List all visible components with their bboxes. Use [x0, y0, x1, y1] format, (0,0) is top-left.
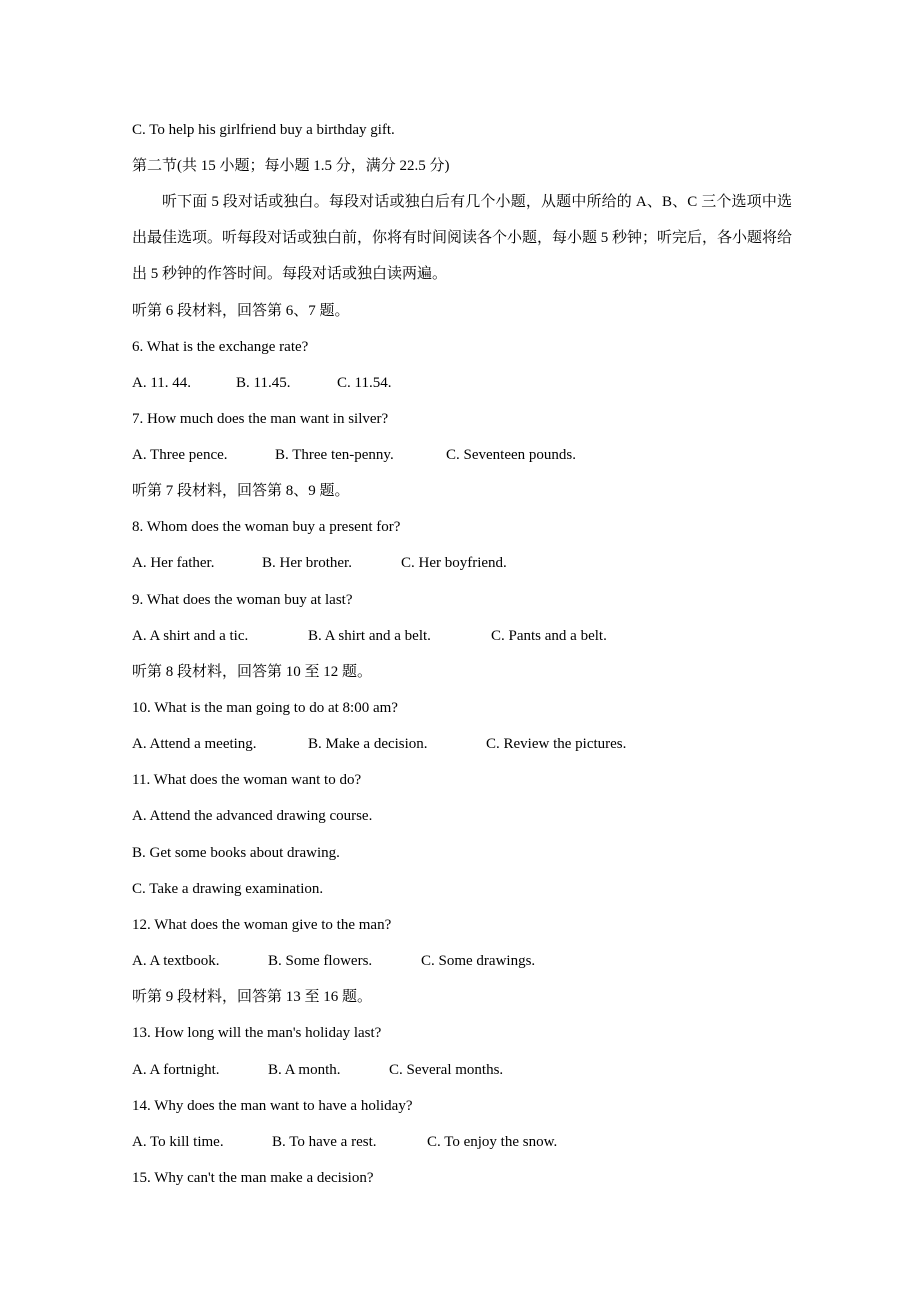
- question-7: 7. How much does the man want in silver?: [132, 411, 389, 427]
- material-8-heading: 听第 8 段材料，回答第 10 至 12 题。: [132, 664, 373, 680]
- question-8-options: [132, 553, 832, 573]
- q12-option-b: B. Some flowers.: [268, 953, 373, 969]
- q8-option-a: A. Her father.: [132, 555, 215, 571]
- q14-option-b: B. To have a rest.: [272, 1134, 377, 1150]
- q9-option-a: A. A shirt and a tic.: [132, 628, 249, 644]
- q7-option-a: A. Three pence.: [132, 447, 228, 463]
- q13-option-c: C. Several months.: [389, 1062, 504, 1078]
- question-6-options: [132, 373, 832, 393]
- question-12: 12. What does the woman give to the man?: [132, 917, 392, 933]
- q8-option-c: C. Her boyfriend.: [401, 555, 507, 571]
- q13-option-a: A. A fortnight.: [132, 1062, 220, 1078]
- q10-option-a: A. Attend a meeting.: [132, 736, 257, 752]
- question-12-options: [132, 951, 832, 971]
- q9-option-b: B. A shirt and a belt.: [308, 628, 431, 644]
- question-14-options: [132, 1132, 832, 1152]
- q10-option-b: B. Make a decision.: [308, 736, 428, 752]
- question-7-options: [132, 445, 832, 465]
- q6-option-b: B. 11.45.: [236, 375, 291, 391]
- q11-option-a: A. Attend the advanced drawing course.: [132, 808, 373, 824]
- question-14: 14. Why does the man want to have a holiday?: [132, 1098, 413, 1114]
- question-10: 10. What is the man going to do at 8:00 am?: [132, 700, 398, 716]
- q14-option-a: A. To kill time.: [132, 1134, 224, 1150]
- q8-option-b: B. Her brother.: [262, 555, 352, 571]
- q7-option-c: C. Seventeen pounds.: [446, 447, 576, 463]
- question-8: 8. Whom does the woman buy a present for?: [132, 519, 401, 535]
- q6-option-c: C. 11.54.: [337, 375, 392, 391]
- q5-option-c: C. To help his girlfriend buy a birthday gift.: [132, 122, 395, 138]
- material-9-heading: 听第 9 段材料，回答第 13 至 16 题。: [132, 989, 373, 1005]
- question-13-options: [132, 1060, 832, 1080]
- question-10-options: [132, 734, 832, 754]
- question-15: 15. Why can't the man make a decision?: [132, 1170, 374, 1186]
- q14-option-c: C. To enjoy the snow.: [427, 1134, 558, 1150]
- q7-option-b: B. Three ten-penny.: [275, 447, 394, 463]
- question-9: 9. What does the woman buy at last?: [132, 592, 353, 608]
- instructions-paragraph: 听下面 5 段对话或独白。每段对话或独白后有几个小题，从题中所给的 A、B、C 三个选项中选出最佳选项。听每段对话或独白前，你将有时间阅读各个小题，每小题 5 秒钟；听完后，各小题将给出 5 秒钟的作答时间。每段对话或独白读两遍。: [132, 194, 793, 282]
- question-9-options: [132, 626, 832, 646]
- question-11: 11. What does the woman want to do?: [132, 772, 362, 788]
- material-6-heading: 听第 6 段材料，回答第 6、7 题。: [132, 303, 350, 319]
- material-7-heading: 听第 7 段材料，回答第 8、9 题。: [132, 483, 350, 499]
- q11-option-c: C. Take a drawing examination.: [132, 881, 324, 897]
- question-13: 13. How long will the man's holiday last?: [132, 1025, 382, 1041]
- q12-option-c: C. Some drawings.: [421, 953, 536, 969]
- q12-option-a: A. A textbook.: [132, 953, 220, 969]
- q6-option-a: A. 11. 44.: [132, 375, 192, 391]
- q11-option-b: B. Get some books about drawing.: [132, 845, 340, 861]
- q13-option-b: B. A month.: [268, 1062, 341, 1078]
- section-header: 第二节(共 15 小题；每小题 1.5 分，满分 22.5 分): [132, 158, 450, 174]
- question-6: 6. What is the exchange rate?: [132, 339, 309, 355]
- q9-option-c: C. Pants and a belt.: [491, 628, 607, 644]
- q10-option-c: C. Review the pictures.: [486, 736, 627, 752]
